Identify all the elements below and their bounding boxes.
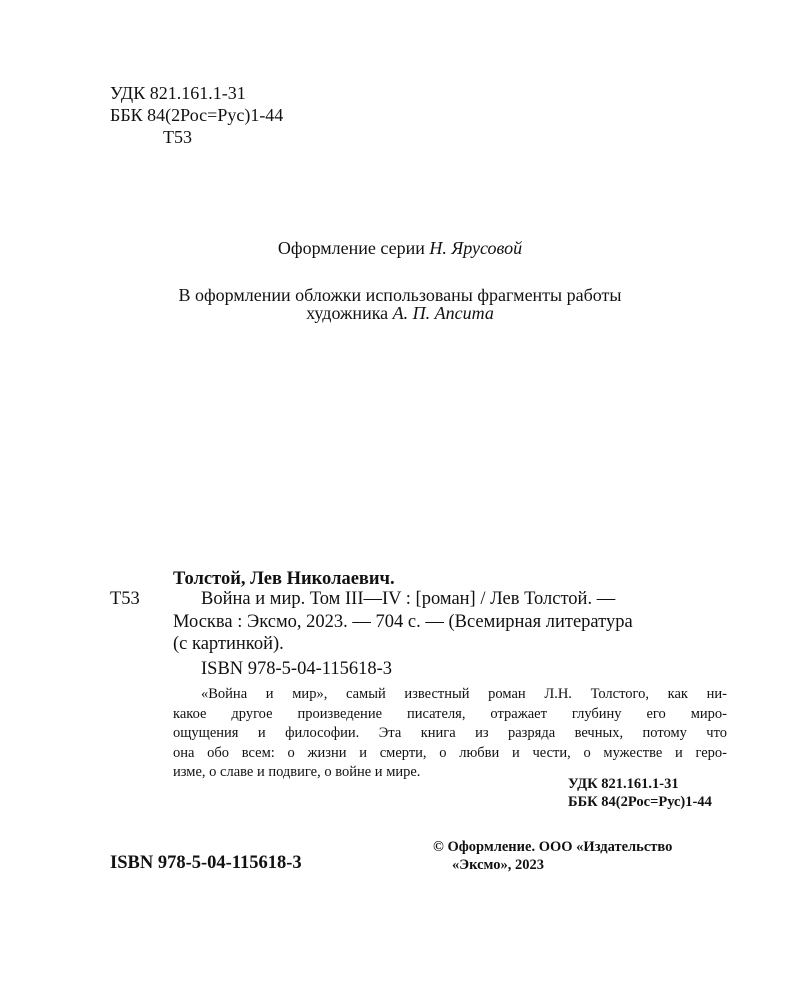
annotation-line: изме, о славе и подвиге, о войне и мире. [173,764,421,780]
catalog-bbk: ББК 84(2Рос=Рус)1-44 [568,794,712,810]
cover-credit-line1: В оформлении обложки использованы фрагменты работы [178,285,622,305]
cover-artist-name: А. П. Апсита [392,303,494,323]
series-design-credit [0,237,800,259]
catalog-description-line2: Москва : Эксмо, 2023. — 704 с. — (Всемирная литература [173,612,633,632]
copyright-line1: © Оформление. ООО «Издательство [433,839,673,855]
catalog-description-line3: (с картинкой). [173,634,284,654]
author-mark: Т53 [163,127,192,147]
udk-code: УДК 821.161.1-31 [110,83,246,103]
annotation [173,685,727,783]
cover-credit-line2 [0,302,800,324]
annotation-line: какое другое произведение писателя, отражает глубину его миро- [173,705,727,722]
catalog-mark: Т53 [110,589,140,609]
catalog-isbn: ISBN 978-5-04-115618-3 [201,659,392,679]
catalog-description-line1: Война и мир. Том III—IV : [роман] / Лев Толстой. — [201,589,616,609]
bbk-code: ББК 84(2Рос=Рус)1-44 [110,105,284,125]
catalog-author-heading: Толстой, Лев Николаевич. [173,569,395,589]
footer-isbn: ISBN 978-5-04-115618-3 [110,853,302,873]
series-design-label: Оформление серии [277,238,425,258]
catalog-udk: УДК 821.161.1-31 [568,776,679,792]
annotation-line: она обо всем: о жизни и смерти, о любви и чести, о мужестве и геро- [173,744,727,761]
series-designer-name: Н. Ярусовой [429,238,523,258]
annotation-line: «Война и мир», самый известный роман Л.Н. Толстого, как ни- [201,686,727,702]
annotation-line: ощущения и философии. Эта книга из разряда вечных, потому что [173,725,727,741]
cover-credit-prefix: художника [306,303,389,323]
copyright-line2: «Эксмо», 2023 [452,857,544,873]
